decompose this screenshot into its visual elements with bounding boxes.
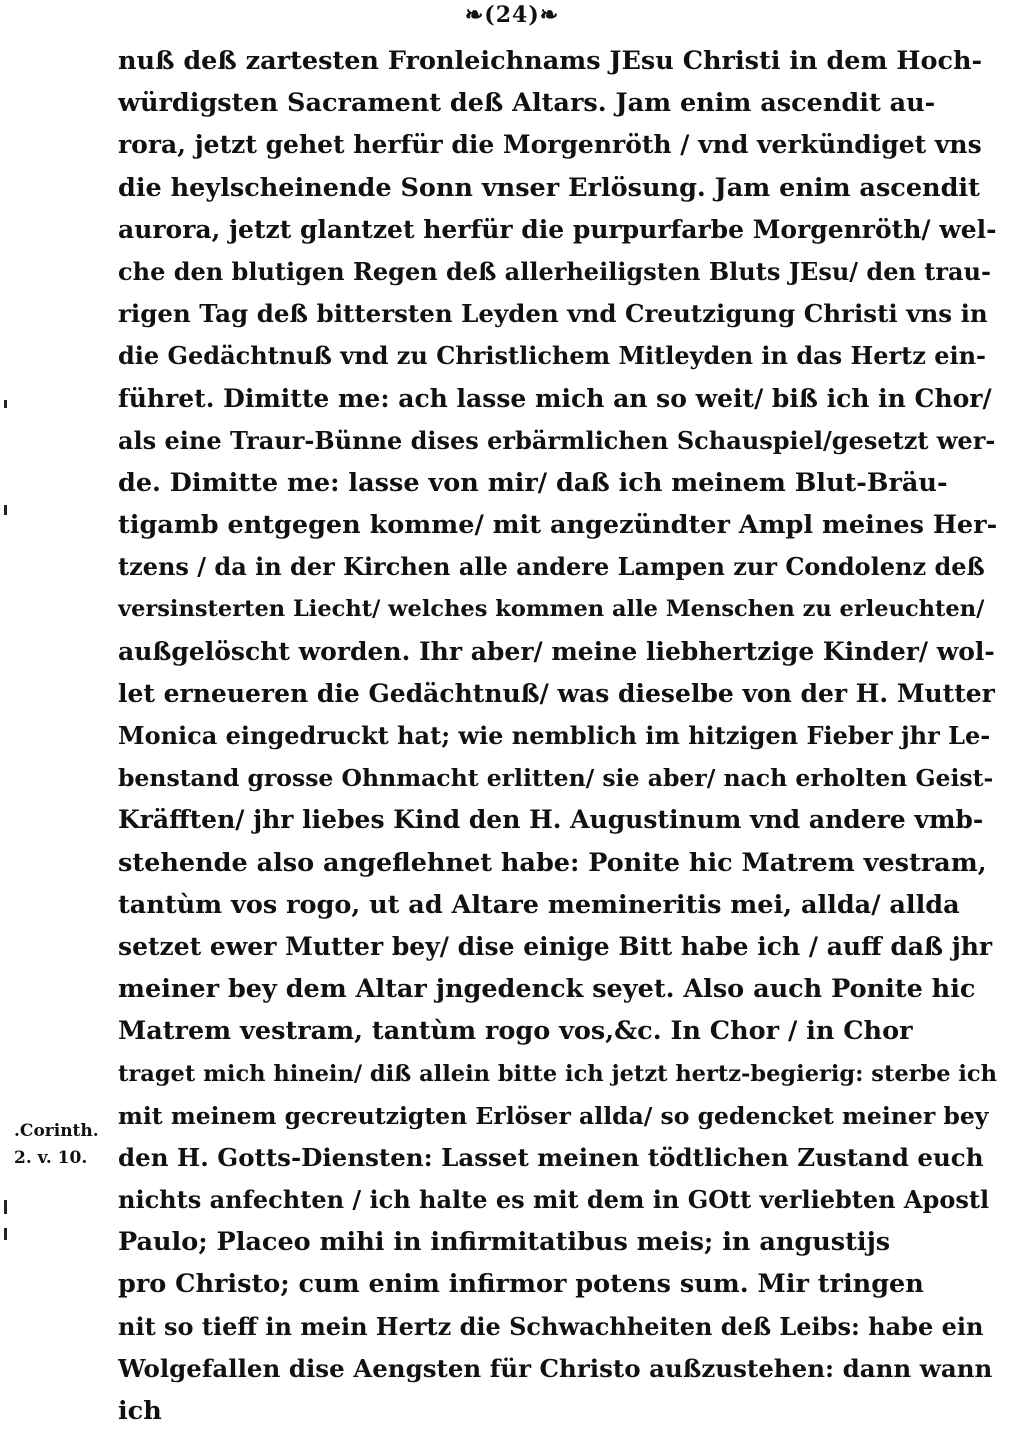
text-line: Matrem vestram, tantùm rogo vos,&c. In Chor / in Chor (118, 1016, 913, 1047)
text-line: meiner bey dem Altar jngedenck seyet. Also auch Ponite hic (118, 974, 976, 1005)
text-line: den H. Gotts-Diensten: Lasset meinen tödtlichen Zustand euch (118, 1142, 984, 1172)
body-text (118, 40, 998, 1432)
text-line: che den blutigen Regen deß allerheiligsten Bluts JEsu/ den trau- (118, 256, 991, 286)
text-line: let erneueren die Gedächtnuß/ was dieselbe von der H. Mutter (118, 678, 995, 708)
text-line: nichts anfechten / ich halte es mit dem in GOtt verliebten Apostl (118, 1185, 990, 1215)
page-number: 24 (495, 2, 529, 28)
text-line: Kräfften/ jhr liebes Kind den H. Augustinum vnd andere vmb- (118, 805, 984, 835)
page-edge-mark (4, 400, 7, 408)
text-line: rigen Tag deß bittersten Leyden vnd Creutzigung Christi vns in (118, 299, 988, 329)
text-line: pro Christo; cum enim infirmor potens sum. Mir tringen (118, 1269, 924, 1300)
text-line: setzet ewer Mutter bey/ dise einige Bitt habe ich / auff daß jhr (118, 931, 993, 961)
text-line: tigamb entgegen komme/ mit angezündter Ampl meines Her- (118, 510, 998, 541)
text-line: die Gedächtnuß vnd zu Christlichem Mitleyden in das Hertz ein- (118, 341, 986, 371)
margin-note-corinth: .Corinth. (14, 1121, 99, 1141)
page-edge-mark (4, 1200, 7, 1214)
text-line: aurora, jetzt glantzet herfür die purpurfarbe Morgenröth/ wel- (118, 214, 997, 244)
text-line: stehende also angeflehnet habe: Ponite hic Matrem vestram, (118, 847, 987, 878)
text-line: außgelöscht worden. Ihr aber/ meine liebhertzige Kinder/ wol- (118, 636, 995, 666)
text-line: nuß deß zartesten Fronleichnams JEsu Christi in dem Hoch- (118, 46, 983, 76)
text-line: die heylscheinende Sonn vnser Erlösung. Jam enim ascendit (118, 172, 980, 203)
text-line: rora, jetzt gehet herfür die Morgenröth / vnd verkündiget vns (118, 130, 982, 160)
text-line: tantùm vos rogo, ut ad Altare memineritis mei, allda/ allda (118, 889, 960, 920)
header-ornament-left-icon: ❧( (464, 2, 496, 28)
page-edge-mark (4, 505, 7, 515)
text-line: Wolgefallen dise Aengsten für Christo außzustehen: dann wann (118, 1353, 993, 1383)
text-line: als eine Traur-Bünne dises erbärmlichen Schauspiel/gesetzt wer- (118, 425, 996, 455)
text-line: würdigsten Sacrament deß Altars. Jam enim ascendit au- (118, 88, 936, 119)
text-line: tzens / da in der Kirchen alle andere Lampen zur Condolenz deß (118, 552, 985, 582)
text-line: führet. Dimitte me: ach lasse mich an so weit/ biß ich in Chor/ (118, 383, 992, 413)
text-line: ich (118, 1396, 162, 1426)
text-line: versinsterten Liecht/ welches kommen alle Menschen zu erleuchten/ (118, 596, 985, 623)
text-line: Monica eingedruckt hat; wie nemblich im hitzigen Fieber jhr Le- (118, 721, 991, 750)
text-line: mit meinem gecreutzigten Erlöser allda/ so gedencket meiner bey (118, 1101, 989, 1130)
text-line: benstand grosse Ohnmacht erlitten/ sie aber/ nach erholten Geist- (118, 764, 994, 793)
text-line: Paulo; Placeo mihi in infirmitatibus meis; in angustijs (118, 1227, 891, 1258)
page-header (0, 2, 1024, 28)
text-line: nit so tieff in mein Hertz die Schwachheiten deß Leibs: habe ein (118, 1311, 984, 1341)
page-edge-mark (4, 1228, 7, 1240)
header-ornament-right-icon: )❧ (528, 2, 560, 28)
text-line: traget mich hinein/ diß allein bitte ich jetzt hertz-begierig: sterbe ich (118, 1060, 997, 1087)
text-line: de. Dimitte me: lasse von mir/ daß ich meinem Blut-Bräu- (118, 467, 948, 498)
margin-note-verse: 2. v. 10. (14, 1148, 88, 1168)
